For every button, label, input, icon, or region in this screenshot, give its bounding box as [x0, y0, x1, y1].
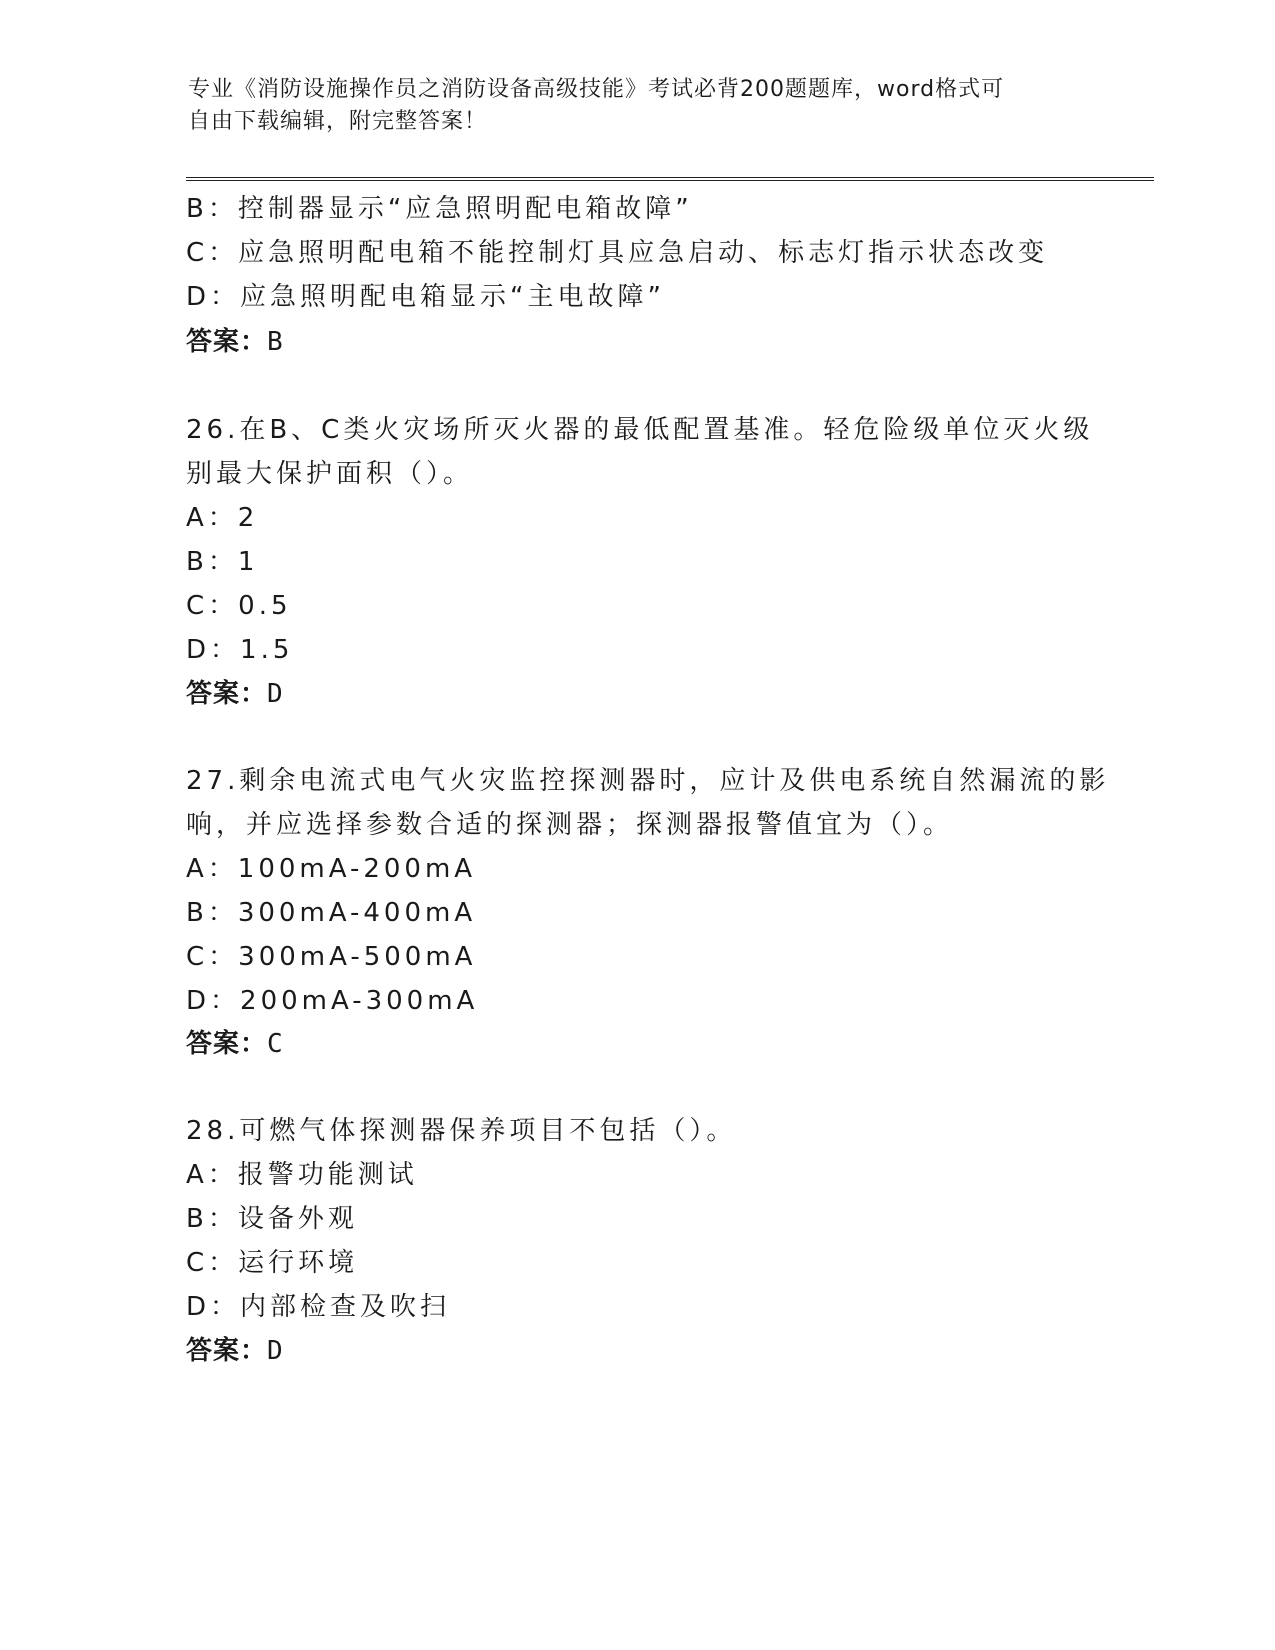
question-27-stem-line-1: 27.剩余电流式电气火灾监控探测器时，应计及供电系统自然漏流的影	[186, 766, 1110, 796]
question-26-stem-line-2: 别最大保护面积（）。	[186, 459, 474, 489]
option-b: B：控制器显示“应急照明配电箱故障”	[186, 194, 693, 224]
header-divider	[186, 177, 1154, 181]
header-line-2: 自由下载编辑，附完整答案！	[188, 109, 488, 134]
option-d: D：应急照明配电箱显示“主电故障”	[186, 282, 665, 312]
question-26-stem-line-1: 26.在B、C类火灾场所灭火器的最低配置基准。轻危险级单位灭火级	[186, 415, 1094, 445]
question-28-option-b: B：设备外观	[186, 1204, 358, 1234]
question-27-answer	[186, 1027, 284, 1061]
question-26-option-a: A：2	[186, 503, 259, 533]
answer-value: B	[267, 327, 284, 357]
question-27-option-d: D：200mA-300mA	[186, 986, 479, 1016]
question-27-stem-line-2: 响，并应选择参数合适的探测器；探测器报警值宜为（）。	[186, 810, 954, 840]
option-c: C：应急照明配电箱不能控制灯具应急启动、标志灯指示状态改变	[186, 238, 1049, 268]
question-26-option-b: B：1	[186, 547, 259, 577]
answer	[186, 325, 284, 359]
question-26-answer	[186, 677, 284, 711]
answer-label: 答案：	[186, 1336, 268, 1366]
answer-label: 答案：	[186, 679, 268, 709]
header-line-1: 专业《消防设施操作员之消防设备高级技能》考试必背200题题库，word格式可	[188, 77, 1005, 102]
question-28-answer	[186, 1334, 284, 1368]
answer-label: 答案：	[186, 327, 268, 357]
question-27-option-c: C：300mA-500mA	[186, 942, 477, 972]
question-28-option-d: D：内部检查及吹扫	[186, 1292, 451, 1322]
answer-value: D	[267, 679, 284, 709]
document-header	[188, 74, 1088, 138]
question-28-option-a: A：报警功能测试	[186, 1160, 418, 1190]
question-27-option-b: B：300mA-400mA	[186, 898, 477, 928]
answer-value: D	[267, 1336, 284, 1366]
question-27-option-a: A：100mA-200mA	[186, 854, 477, 884]
answer-label: 答案：	[186, 1029, 268, 1059]
question-28-stem: 28.可燃气体探测器保养项目不包括（）。	[186, 1116, 737, 1146]
answer-value: C	[267, 1029, 284, 1059]
question-28-option-c: C：运行环境	[186, 1248, 359, 1278]
question-26-option-c: C：0.5	[186, 591, 292, 621]
question-26-option-d: D：1.5	[186, 635, 294, 665]
